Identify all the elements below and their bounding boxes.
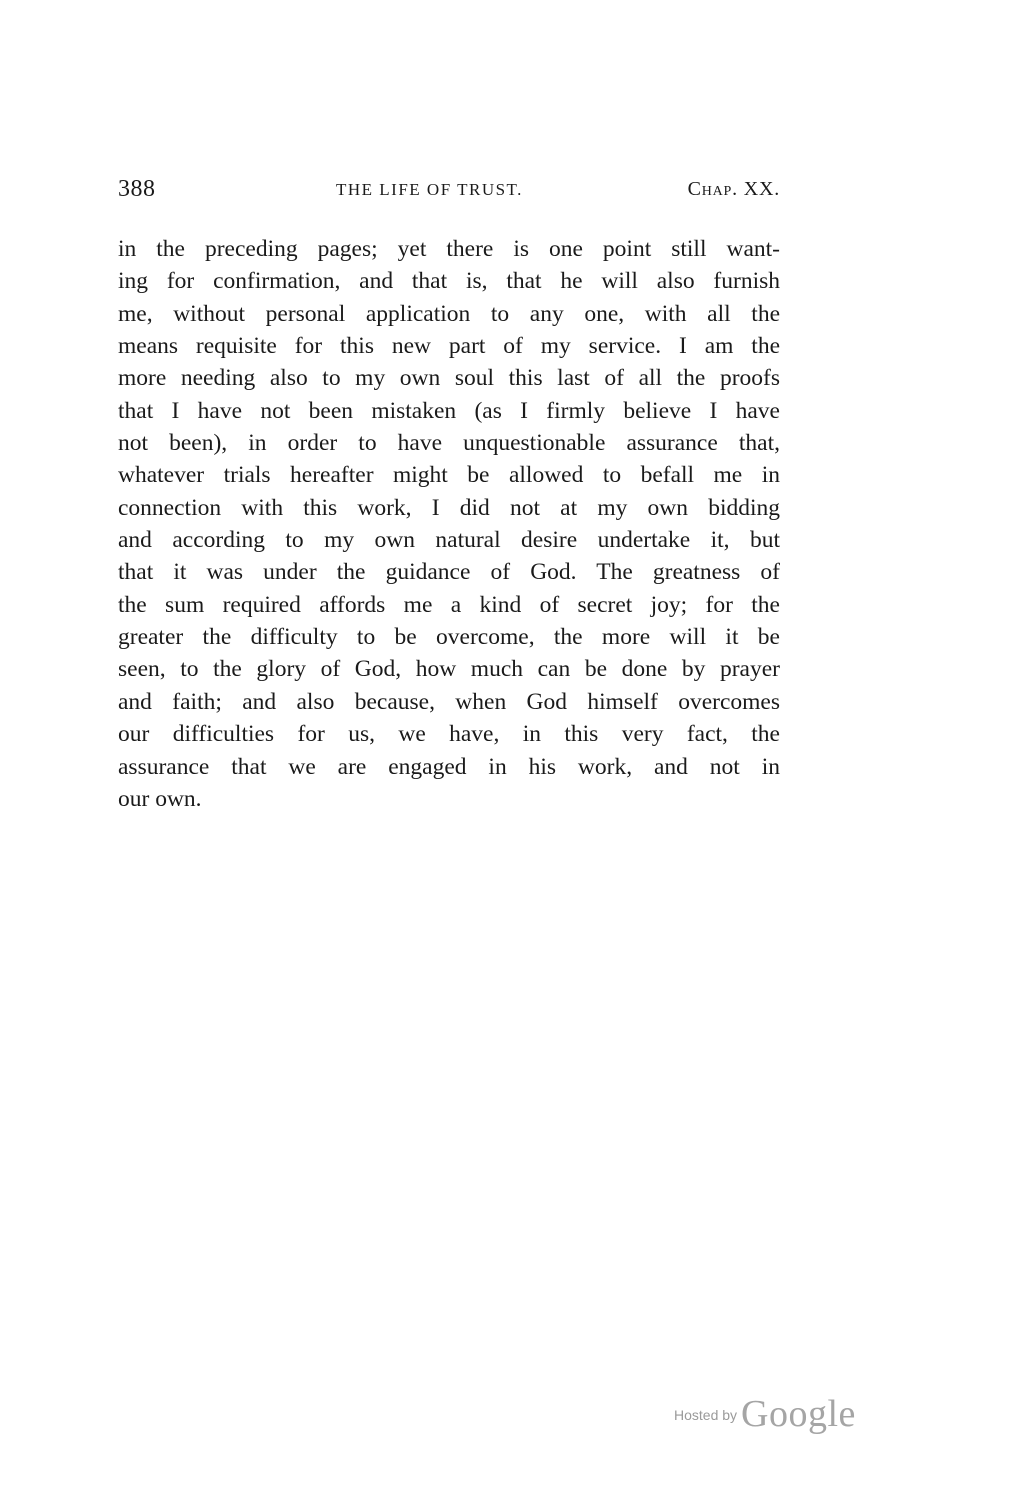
body-paragraph [118, 233, 780, 815]
text-line: whatever trials hereafter might be allowed to befall me in [118, 462, 780, 489]
text-line: greater the difficulty to be overcome, the more will it be [118, 624, 780, 651]
text-line: assurance that we are engaged in his work, and not in [118, 753, 780, 780]
chapter-label: Chap. XX. [687, 178, 780, 200]
text-line: and according to my own natural desire undertake it, but [118, 527, 780, 554]
text-line: the sum required affords me a kind of secret joy; for the [118, 591, 780, 618]
hosted-by-watermark [674, 1392, 856, 1436]
text-line: our own. [118, 785, 202, 812]
text-line: in the preceding pages; yet there is one point still want- [118, 236, 780, 262]
text-line: ing for confirmation, and that is, that he will also furnish [118, 268, 780, 295]
text-line: me, without personal application to any one, with all the [118, 300, 780, 327]
text-line: seen, to the glory of God, how much can be done by prayer [118, 656, 780, 683]
book-title: THE LIFE OF TRUST. [336, 180, 523, 199]
text-line: and faith; and also because, when God himself overcomes [118, 688, 780, 715]
page-number: 388 [118, 176, 156, 202]
running-head [118, 176, 780, 206]
hosted-by-label: Hosted by [674, 1407, 738, 1423]
text-line: means requisite for this new part of my service. I am the [118, 333, 780, 360]
google-logo: Google [741, 1393, 856, 1435]
text-line: that I have not been mistaken (as I firmly believe I have [118, 397, 780, 424]
text-line: not been), in order to have unquestionable assurance that, [118, 430, 780, 457]
text-line: that it was under the guidance of God. The greatness of [118, 559, 780, 586]
text-line: our difficulties for us, we have, in this very fact, the [118, 721, 780, 748]
text-line: connection with this work, I did not at my own bidding [118, 494, 780, 521]
text-line: more needing also to my own soul this last of all the proofs [118, 365, 780, 392]
